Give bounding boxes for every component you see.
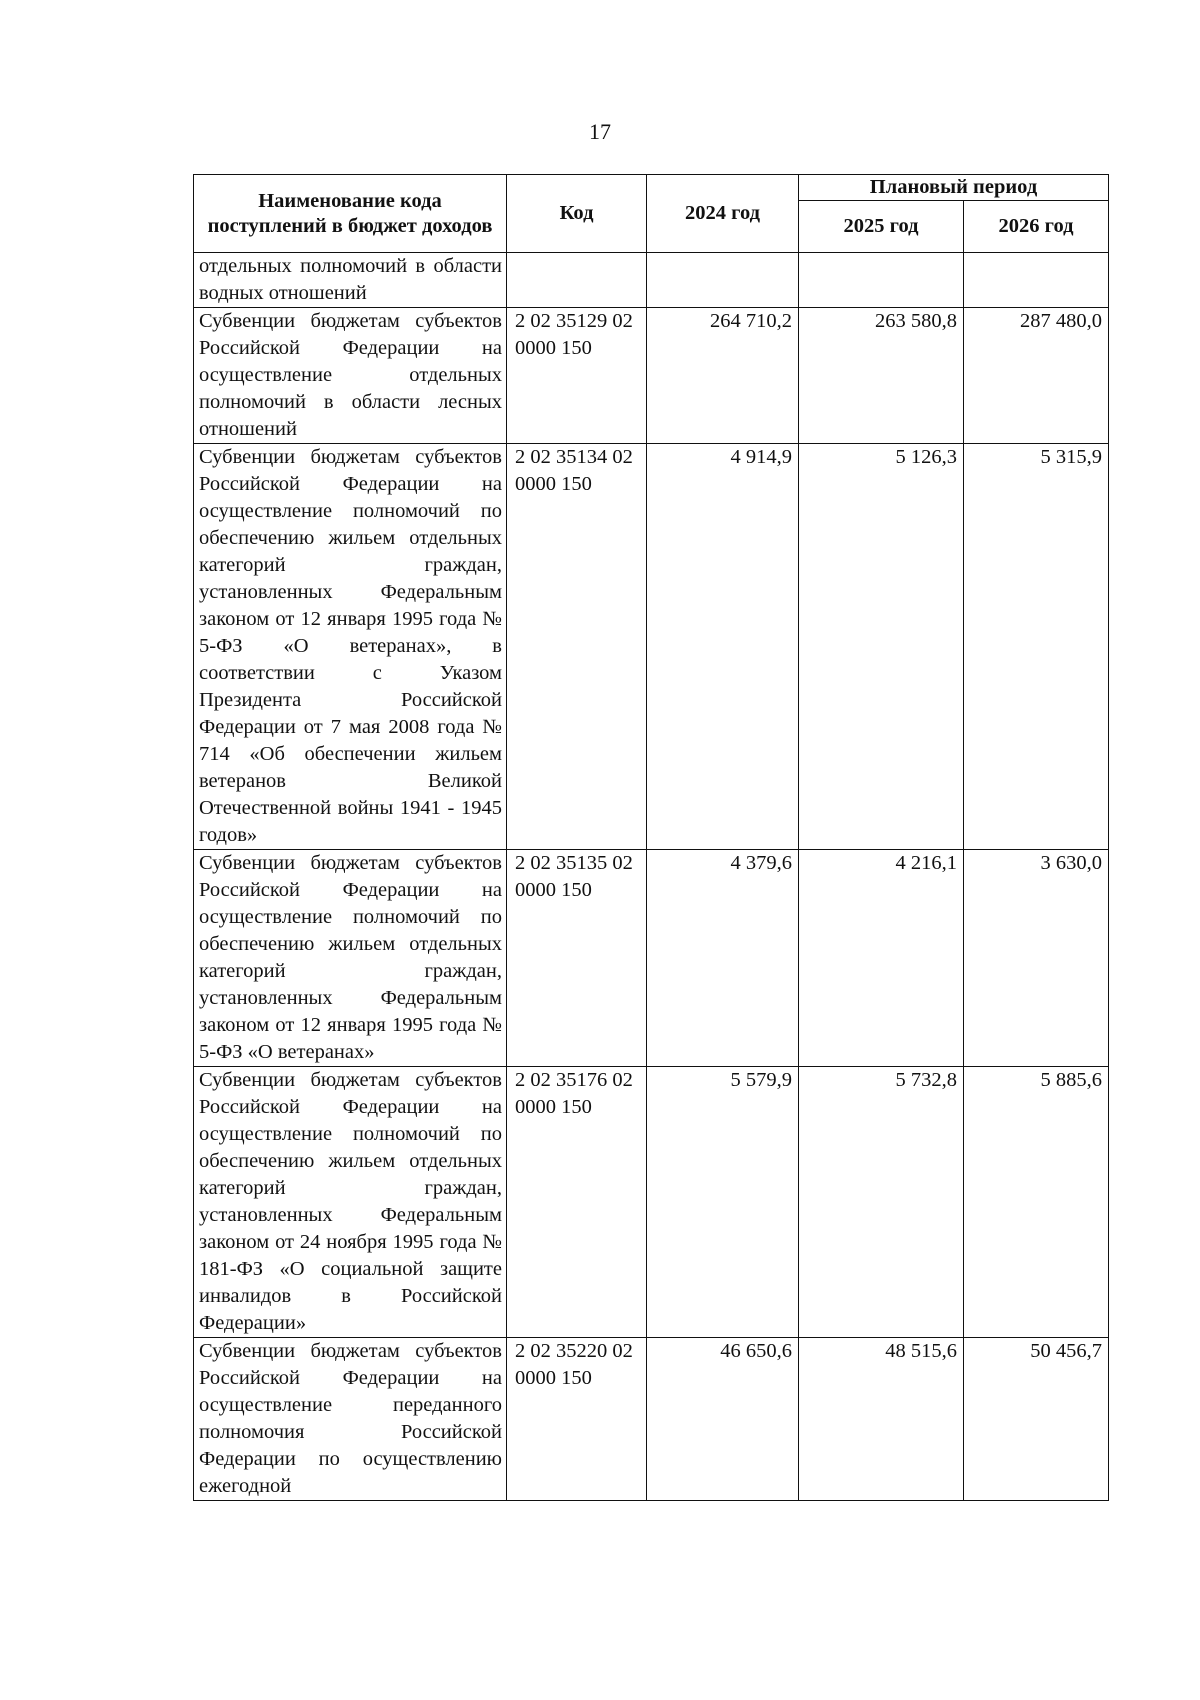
page-number: 17 bbox=[589, 119, 611, 144]
header-year-2026: 2026 год bbox=[964, 201, 1109, 253]
row-code: 2 02 35129 02 0000 150 bbox=[507, 308, 647, 444]
row-name: Субвенции бюджетам субъектов Российской Федерации на осуществление полномочий по обеспечению жильем отдельных категорий граждан, установленных Федеральным законом от 24 ноября 1995 года № 181-ФЗ «О социальной защите инвалидов в Российской Федерации» bbox=[194, 1067, 507, 1338]
header-planned-period: Плановый период bbox=[799, 175, 1109, 201]
row-name: Субвенции бюджетам субъектов Российской Федерации на осуществление полномочий по обеспечению жильем отдельных категорий граждан, установленных Федеральным законом от 12 января 1995 года № 5-ФЗ «О ветеранах», в соответствии с Указом Президента Российской Федерации от 7 мая 2008 года № 714 «Об обеспечении жильем ветеранов Великой Отечественной войны 1941 - 1945 годов» bbox=[194, 444, 507, 850]
table-row bbox=[194, 1338, 1109, 1501]
row-value-2025: 5 126,3 bbox=[799, 444, 964, 850]
row-name: отдельных полномочий в области водных отношений bbox=[194, 253, 507, 308]
row-value-2025: 263 580,8 bbox=[799, 308, 964, 444]
row-value-2025: 5 732,8 bbox=[799, 1067, 964, 1338]
row-value-2026: 50 456,7 bbox=[964, 1338, 1109, 1501]
row-name: Субвенции бюджетам субъектов Российской Федерации на осуществление переданного полномочия Российской Федерации по осуществлению ежегодной bbox=[194, 1338, 507, 1501]
row-value-2025: 48 515,6 bbox=[799, 1338, 964, 1501]
row-value-2025 bbox=[799, 253, 964, 308]
table-row bbox=[194, 444, 1109, 850]
table-row bbox=[194, 308, 1109, 444]
row-code: 2 02 35135 02 0000 150 bbox=[507, 850, 647, 1067]
row-value-2024: 46 650,6 bbox=[647, 1338, 799, 1501]
header-year-2024: 2024 год bbox=[647, 175, 799, 253]
row-value-2026: 3 630,0 bbox=[964, 850, 1109, 1067]
row-code: 2 02 35220 02 0000 150 bbox=[507, 1338, 647, 1501]
row-value-2024: 5 579,9 bbox=[647, 1067, 799, 1338]
row-code: 2 02 35176 02 0000 150 bbox=[507, 1067, 647, 1338]
header-code: Код bbox=[507, 175, 647, 253]
row-value-2024: 264 710,2 bbox=[647, 308, 799, 444]
header-year-2025: 2025 год bbox=[799, 201, 964, 253]
row-value-2024: 4 914,9 bbox=[647, 444, 799, 850]
revenue-table bbox=[193, 174, 1109, 1501]
table-row bbox=[194, 850, 1109, 1067]
row-value-2026 bbox=[964, 253, 1109, 308]
header-name: Наименование кода поступлений в бюджет доходов bbox=[194, 175, 507, 253]
row-value-2024: 4 379,6 bbox=[647, 850, 799, 1067]
row-code: 2 02 35134 02 0000 150 bbox=[507, 444, 647, 850]
row-code bbox=[507, 253, 647, 308]
table-row bbox=[194, 253, 1109, 308]
row-value-2025: 4 216,1 bbox=[799, 850, 964, 1067]
table-row bbox=[194, 1067, 1109, 1338]
row-value-2026: 5 315,9 bbox=[964, 444, 1109, 850]
row-value-2026: 287 480,0 bbox=[964, 308, 1109, 444]
row-value-2026: 5 885,6 bbox=[964, 1067, 1109, 1338]
row-value-2024 bbox=[647, 253, 799, 308]
row-name: Субвенции бюджетам субъектов Российской Федерации на осуществление полномочий по обеспечению жильем отдельных категорий граждан, установленных Федеральным законом от 12 января 1995 года № 5-ФЗ «О ветеранах» bbox=[194, 850, 507, 1067]
row-name: Субвенции бюджетам субъектов Российской Федерации на осуществление отдельных полномочий в области лесных отношений bbox=[194, 308, 507, 444]
